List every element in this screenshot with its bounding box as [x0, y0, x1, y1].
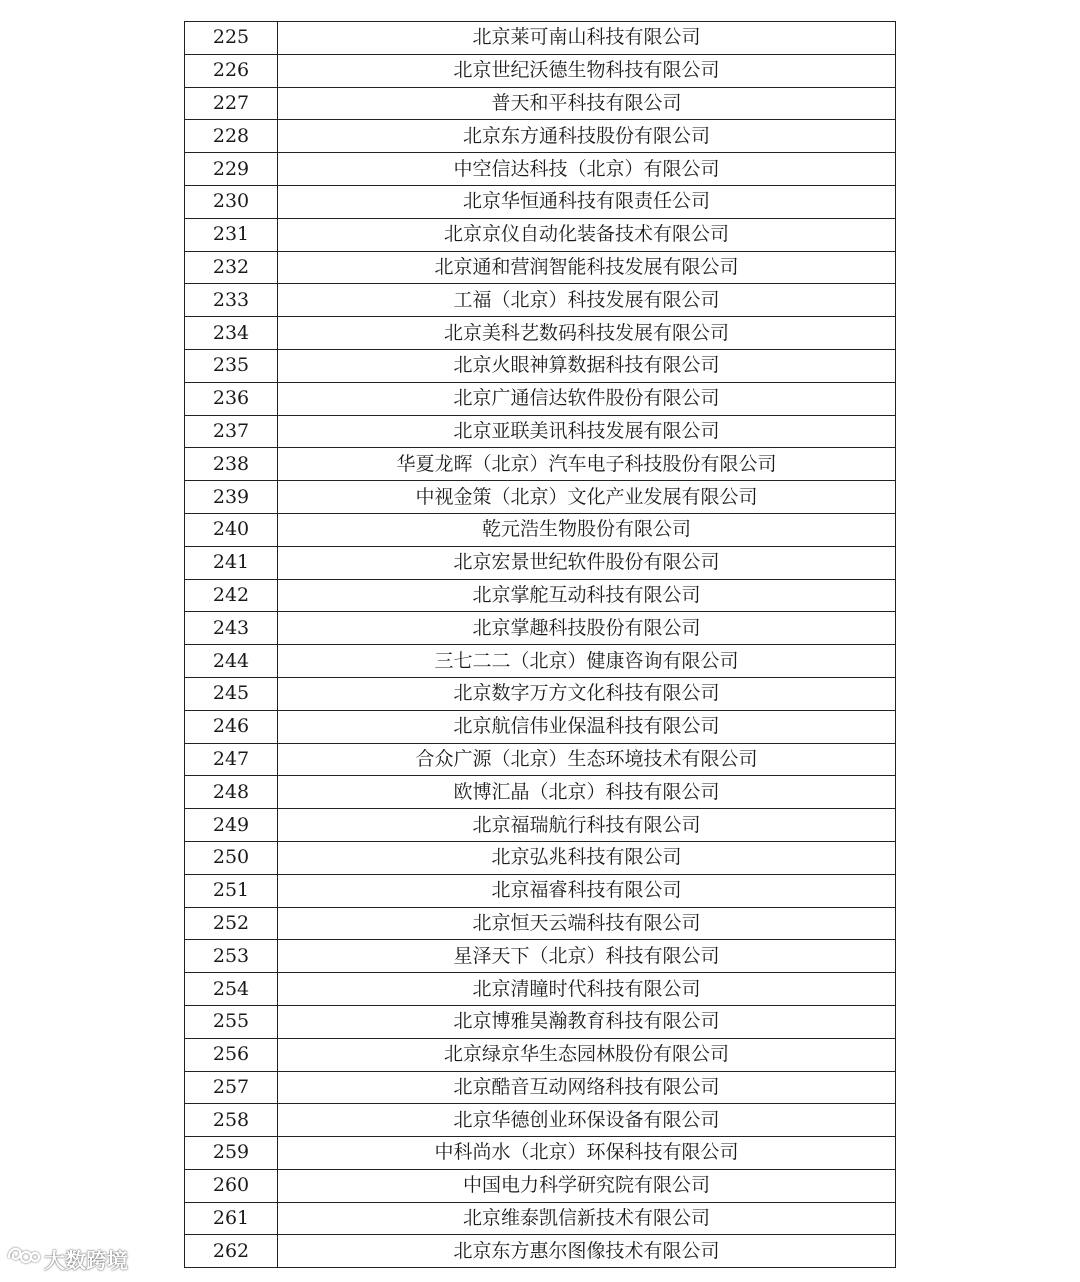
- table-row: [185, 940, 896, 973]
- table-row: [185, 1169, 896, 1202]
- row-number: 251: [185, 874, 278, 907]
- table-row: [185, 513, 896, 546]
- company-name: 北京掌趣科技股份有限公司: [278, 612, 896, 645]
- table-row: [185, 317, 896, 350]
- table-row: [185, 54, 896, 87]
- company-name: 北京维泰凯信新技术有限公司: [278, 1202, 896, 1235]
- row-number: 252: [185, 907, 278, 940]
- company-name: 北京航信伟业保温科技有限公司: [278, 710, 896, 743]
- table-row: [185, 481, 896, 514]
- table-row: [185, 1202, 896, 1235]
- row-number: 237: [185, 415, 278, 448]
- company-name: 北京广通信达软件股份有限公司: [278, 382, 896, 415]
- row-number: 233: [185, 284, 278, 317]
- row-number: 234: [185, 317, 278, 350]
- table-row: [185, 1038, 896, 1071]
- row-number: 235: [185, 349, 278, 382]
- table-row: [185, 415, 896, 448]
- watermark: [6, 1244, 128, 1275]
- table-row: [185, 1071, 896, 1104]
- table-row: [185, 546, 896, 579]
- company-name: 北京数字万方文化科技有限公司: [278, 677, 896, 710]
- company-name: 星泽天下（北京）科技有限公司: [278, 940, 896, 973]
- company-name: 北京绿京华生态园林股份有限公司: [278, 1038, 896, 1071]
- company-name: 欧博汇晶（北京）科技有限公司: [278, 776, 896, 809]
- row-number: 258: [185, 1104, 278, 1137]
- company-name: 北京福睿科技有限公司: [278, 874, 896, 907]
- row-number: 256: [185, 1038, 278, 1071]
- company-name: 北京京仪自动化装备技术有限公司: [278, 218, 896, 251]
- row-number: 245: [185, 677, 278, 710]
- row-number: 225: [185, 22, 278, 55]
- company-name: 北京博雅昊瀚教育科技有限公司: [278, 1005, 896, 1038]
- company-name: 北京华恒通科技有限责任公司: [278, 185, 896, 218]
- row-number: 244: [185, 645, 278, 678]
- row-number: 248: [185, 776, 278, 809]
- company-name: 华夏龙晖（北京）汽车电子科技股份有限公司: [278, 448, 896, 481]
- table-row: [185, 710, 896, 743]
- company-name: 北京东方惠尔图像技术有限公司: [278, 1235, 896, 1268]
- row-number: 246: [185, 710, 278, 743]
- company-name: 中国电力科学研究院有限公司: [278, 1169, 896, 1202]
- row-number: 250: [185, 841, 278, 874]
- company-name: 合众广源（北京）生态环境技术有限公司: [278, 743, 896, 776]
- table-body: [185, 22, 896, 1268]
- table-row: [185, 22, 896, 55]
- row-number: 247: [185, 743, 278, 776]
- table-row: [185, 251, 896, 284]
- row-number: 227: [185, 87, 278, 120]
- row-number: 261: [185, 1202, 278, 1235]
- row-number: 257: [185, 1071, 278, 1104]
- row-number: 236: [185, 382, 278, 415]
- company-name: 北京东方通科技股份有限公司: [278, 120, 896, 153]
- table-row: [185, 612, 896, 645]
- row-number: 253: [185, 940, 278, 973]
- table-row: [185, 677, 896, 710]
- company-name: 北京清瞳时代科技有限公司: [278, 973, 896, 1006]
- row-number: 254: [185, 973, 278, 1006]
- company-name: 乾元浩生物股份有限公司: [278, 513, 896, 546]
- row-number: 262: [185, 1235, 278, 1268]
- company-name: 北京莱可南山科技有限公司: [278, 22, 896, 55]
- row-number: 255: [185, 1005, 278, 1038]
- table-row: [185, 809, 896, 842]
- table-row: [185, 743, 896, 776]
- table-row: [185, 448, 896, 481]
- company-name: 北京宏景世纪软件股份有限公司: [278, 546, 896, 579]
- row-number: 239: [185, 481, 278, 514]
- company-name: 北京酷音互动网络科技有限公司: [278, 1071, 896, 1104]
- row-number: 228: [185, 120, 278, 153]
- company-name: 普天和平科技有限公司: [278, 87, 896, 120]
- table-row: [185, 579, 896, 612]
- table-row: [185, 120, 896, 153]
- row-number: 241: [185, 546, 278, 579]
- table-row: [185, 907, 896, 940]
- table-row: [185, 1005, 896, 1038]
- row-number: 249: [185, 809, 278, 842]
- table-row: [185, 874, 896, 907]
- table-row: [185, 1137, 896, 1170]
- watermark-text: 大数跨境: [44, 1248, 128, 1273]
- company-name: 北京掌舵互动科技有限公司: [278, 579, 896, 612]
- row-number: 240: [185, 513, 278, 546]
- table-row: [185, 87, 896, 120]
- table-row: [185, 153, 896, 186]
- row-number: 243: [185, 612, 278, 645]
- table-row: [185, 349, 896, 382]
- row-number: 259: [185, 1137, 278, 1170]
- company-name: 中科尚水（北京）环保科技有限公司: [278, 1137, 896, 1170]
- row-number: 260: [185, 1169, 278, 1202]
- company-name: 北京通和营润智能科技发展有限公司: [278, 251, 896, 284]
- row-number: 229: [185, 153, 278, 186]
- table-row: [185, 185, 896, 218]
- company-list-table: [184, 21, 896, 1268]
- table-row: [185, 1104, 896, 1137]
- table-row: [185, 1235, 896, 1268]
- table-row: [185, 382, 896, 415]
- row-number: 226: [185, 54, 278, 87]
- row-number: 242: [185, 579, 278, 612]
- table-row: [185, 645, 896, 678]
- row-number: 230: [185, 185, 278, 218]
- table-row: [185, 841, 896, 874]
- table-row: [185, 973, 896, 1006]
- company-name: 北京福瑞航行科技有限公司: [278, 809, 896, 842]
- row-number: 232: [185, 251, 278, 284]
- table-row: [185, 284, 896, 317]
- table-row: [185, 218, 896, 251]
- logo-icon: [6, 1244, 40, 1275]
- company-name: 北京弘兆科技有限公司: [278, 841, 896, 874]
- company-name: 中视金策（北京）文化产业发展有限公司: [278, 481, 896, 514]
- company-name: 三七二二（北京）健康咨询有限公司: [278, 645, 896, 678]
- company-name: 北京亚联美讯科技发展有限公司: [278, 415, 896, 448]
- table-row: [185, 776, 896, 809]
- company-name: 北京华德创业环保设备有限公司: [278, 1104, 896, 1137]
- company-name: 中空信达科技（北京）有限公司: [278, 153, 896, 186]
- row-number: 238: [185, 448, 278, 481]
- company-name: 北京美科艺数码科技发展有限公司: [278, 317, 896, 350]
- company-name: 北京世纪沃德生物科技有限公司: [278, 54, 896, 87]
- company-name: 北京火眼神算数据科技有限公司: [278, 349, 896, 382]
- company-name: 北京恒天云端科技有限公司: [278, 907, 896, 940]
- company-name: 工福（北京）科技发展有限公司: [278, 284, 896, 317]
- row-number: 231: [185, 218, 278, 251]
